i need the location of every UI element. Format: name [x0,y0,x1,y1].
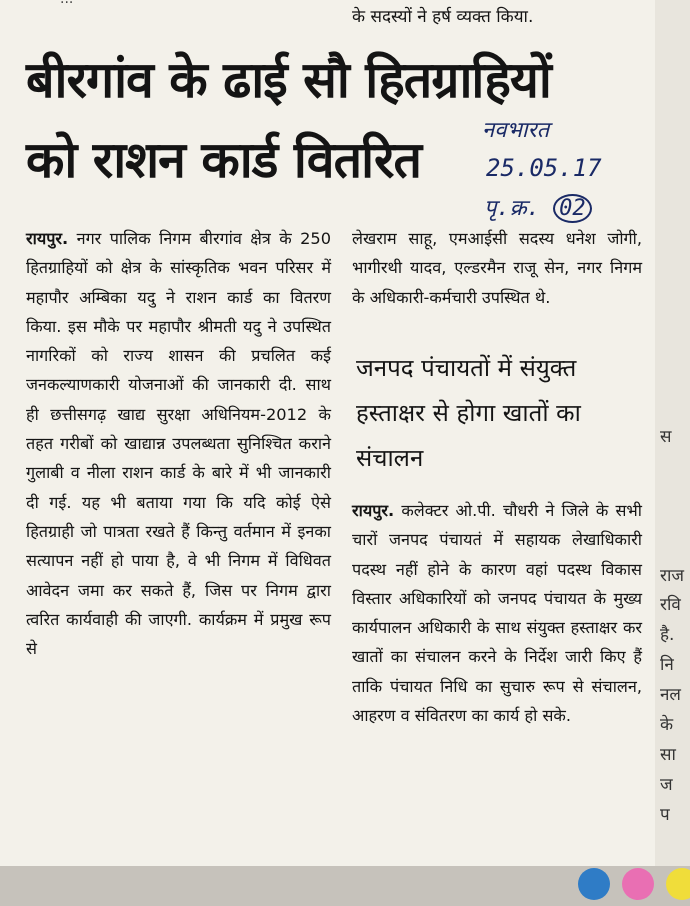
adjacent-fragment: नि [660,655,674,675]
adjacent-fragment: के [660,715,674,735]
article2-body-column [352,496,642,730]
handwritten-date: 25.05.17 [486,154,602,182]
adjacent-fragment: राज [660,566,684,586]
adjacent-fragment: रवि [660,595,681,615]
adjacent-fragment: है. [660,625,675,645]
headline-line-1: बीरगांव के ढाई सौ हितग्राहियों [26,51,551,109]
top-left-fragment [60,0,73,7]
handwritten-page-ref [484,192,592,223]
article2-headline: जनपद पंचायतों में संयुक्त हस्ताक्षर से होगा खातों का संचालन [356,354,581,472]
print-color-mark-yellow [666,868,690,900]
article2-body: कलेक्टर ओ.पी. चौधरी ने जिले के सभी चारों जनपद पंचायतं में सहायक लेखाधिकारी पदस्थ नहीं होने के कारण वहां पदस्थ विकास विस्तार अधिकारियों को जनपद पंचायत के मुख्य कार्यपालन अधिकारी के साथ संयुक्त हस्ताक्षर कर खातों का संचालन करने के निर्देश जारी किए हैं ताकि पंचायत निधि का सुचारु रूप से संचालन, आहरण व संवितरण का कार्य हो सके. [352,501,642,726]
adjacent-fragment: सा [660,745,676,765]
handwritten-page-label: पृ.क्र. [484,196,540,221]
article1-column-1 [26,224,331,663]
handwritten-page-number: 02 [553,194,592,223]
article1-dateline: रायपुर. [26,229,69,248]
print-color-mark-magenta [622,868,654,900]
article1-body: नगर पालिक निगम बीरगांव क्षेत्र के 250 हितग्राहियों को क्षेत्र के सांस्कृतिक भवन परिसर में महापौर अम्बिका यदु ने राशन कार्ड का वितरण किया. इस मौके पर महापौर श्रीमती यदु ने उपस्थित नागरिकों को राज्य शासन की प्रचलित कई जनकल्याणकारी योजनाओं की जानकारी दी. साथ ही छत्तीसगढ़ खाद्य सुरक्षा अधिनियम-2012 के तहत गरीबों को खाद्यान्न उपलब्धता सुनिश्चित कराने गुलाबी व नीला राशन कार्ड के बारे में भी जानकारी दी गई. यह भी बताया गया कि यदि कोई ऐसे हितग्राही जो पात्रता रखते हैं किन्तु वर्तमान में इनका सत्यापन नहीं हो पाया है, वे भी निगम में विधिवत आवेदन जमा कर सकते हैं, जिस पर निगम द्वारा त्वरित कार्यवाही की जाएगी. कार्यक्रम में प्रमुख रूप से [26,229,331,659]
article1-continuation: लेखराम साहू, एमआईसी सदस्य धनेश जोगी, भागीरथी यादव, एल्डरमैन राजू सेन, नगर निगम के अधिकारी-कर्मचारी उपस्थित थे. [352,229,642,307]
headline-line-2: को राशन कार्ड वितरित [26,131,421,189]
adjacent-page-strip [655,0,690,906]
print-color-mark-cyan [578,868,610,900]
adjacent-fragment: नल [660,685,681,705]
handwritten-paper-name: नवभारत [482,118,550,143]
handwritten-note [478,114,643,226]
article2-dateline: रायपुर. [352,501,395,520]
adjacent-fragment: प [660,805,670,825]
top-continuation-text: के सदस्यों ने हर्ष व्यक्त किया. [352,7,534,27]
adjacent-fragment: ज [660,775,673,795]
adjacent-fragment: स [660,427,672,447]
